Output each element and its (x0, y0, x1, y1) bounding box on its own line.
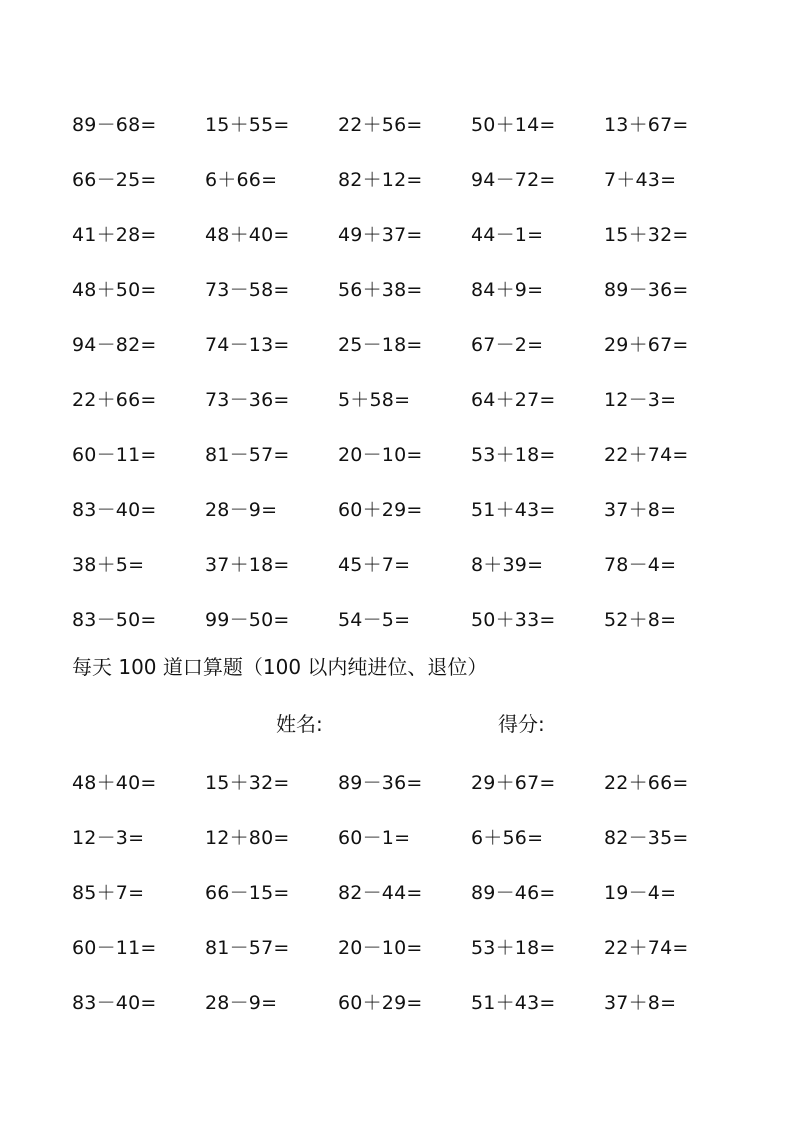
arithmetic-problem: 74－13= (205, 334, 290, 356)
arithmetic-problem: 38＋5= (72, 554, 145, 576)
problem-row (72, 371, 752, 426)
problem-row (72, 261, 752, 316)
arithmetic-problem: 7＋43= (604, 169, 677, 191)
arithmetic-problem: 50＋14= (471, 114, 556, 136)
arithmetic-problem: 66－15= (205, 882, 290, 904)
arithmetic-problem: 22＋66= (72, 389, 157, 411)
problem-row (72, 481, 752, 536)
arithmetic-problem: 12－3= (604, 389, 677, 411)
arithmetic-problem: 89－68= (72, 114, 157, 136)
arithmetic-problem: 28－9= (205, 499, 278, 521)
arithmetic-problem: 60－11= (72, 937, 157, 959)
arithmetic-problem: 89－46= (471, 882, 556, 904)
arithmetic-problem: 15＋32= (604, 224, 689, 246)
arithmetic-problem: 13＋67= (604, 114, 689, 136)
arithmetic-problem: 99－50= (205, 609, 290, 631)
problem-row (72, 426, 752, 481)
arithmetic-problem: 37＋18= (205, 554, 290, 576)
arithmetic-problem: 60－11= (72, 444, 157, 466)
arithmetic-problem: 83－50= (72, 609, 157, 631)
arithmetic-problem: 73－36= (205, 389, 290, 411)
arithmetic-problem: 66－25= (72, 169, 157, 191)
arithmetic-problem: 28－9= (205, 992, 278, 1014)
score-label: 得分: (498, 712, 545, 736)
worksheet-title: 每天 100 道口算题（100 以内纯进位、退位） (72, 655, 488, 679)
arithmetic-problem: 12＋80= (205, 827, 290, 849)
arithmetic-problem: 41＋28= (72, 224, 157, 246)
arithmetic-problem: 84＋9= (471, 279, 544, 301)
arithmetic-problem: 53＋18= (471, 444, 556, 466)
problem-row (72, 96, 752, 151)
arithmetic-problem: 29＋67= (471, 772, 556, 794)
arithmetic-problem: 37＋8= (604, 499, 677, 521)
problem-row (72, 151, 752, 206)
arithmetic-problem: 82－35= (604, 827, 689, 849)
arithmetic-problem: 45＋7= (338, 554, 411, 576)
arithmetic-problem: 37＋8= (604, 992, 677, 1014)
problem-row (72, 316, 752, 371)
problem-row (72, 974, 752, 1029)
problem-row (72, 206, 752, 261)
problem-row (72, 591, 752, 646)
name-label: 姓名: (276, 712, 323, 736)
arithmetic-problem: 48＋40= (72, 772, 157, 794)
arithmetic-problem: 83－40= (72, 992, 157, 1014)
arithmetic-problem: 20－10= (338, 937, 423, 959)
problem-row (72, 536, 752, 591)
arithmetic-problem: 94－72= (471, 169, 556, 191)
arithmetic-problem: 15＋32= (205, 772, 290, 794)
arithmetic-problem: 6＋56= (471, 827, 544, 849)
arithmetic-problem: 67－2= (471, 334, 544, 356)
arithmetic-problem: 82＋12= (338, 169, 423, 191)
arithmetic-problem: 12－3= (72, 827, 145, 849)
problem-row (72, 864, 752, 919)
problem-row (72, 919, 752, 974)
arithmetic-problem: 22＋56= (338, 114, 423, 136)
arithmetic-problem: 64＋27= (471, 389, 556, 411)
problem-grid-top (72, 96, 752, 646)
arithmetic-problem: 85＋7= (72, 882, 145, 904)
arithmetic-problem: 60＋29= (338, 499, 423, 521)
arithmetic-problem: 49＋37= (338, 224, 423, 246)
arithmetic-problem: 78－4= (604, 554, 677, 576)
arithmetic-problem: 54－5= (338, 609, 411, 631)
arithmetic-problem: 5＋58= (338, 389, 411, 411)
arithmetic-problem: 81－57= (205, 937, 290, 959)
arithmetic-problem: 73－58= (205, 279, 290, 301)
arithmetic-problem: 44－1= (471, 224, 544, 246)
arithmetic-problem: 94－82= (72, 334, 157, 356)
arithmetic-problem: 29＋67= (604, 334, 689, 356)
arithmetic-problem: 48＋40= (205, 224, 290, 246)
arithmetic-problem: 25－18= (338, 334, 423, 356)
arithmetic-problem: 22＋74= (604, 937, 689, 959)
arithmetic-problem: 8＋39= (471, 554, 544, 576)
arithmetic-problem: 52＋8= (604, 609, 677, 631)
arithmetic-problem: 51＋43= (471, 992, 556, 1014)
arithmetic-problem: 53＋18= (471, 937, 556, 959)
arithmetic-problem: 82－44= (338, 882, 423, 904)
arithmetic-problem: 50＋33= (471, 609, 556, 631)
arithmetic-problem: 60－1= (338, 827, 411, 849)
arithmetic-problem: 15＋55= (205, 114, 290, 136)
problem-grid-bottom (72, 754, 752, 1029)
arithmetic-problem: 89－36= (604, 279, 689, 301)
arithmetic-problem: 83－40= (72, 499, 157, 521)
arithmetic-problem: 89－36= (338, 772, 423, 794)
arithmetic-problem: 48＋50= (72, 279, 157, 301)
problem-row (72, 754, 752, 809)
arithmetic-problem: 19－4= (604, 882, 677, 904)
arithmetic-problem: 81－57= (205, 444, 290, 466)
arithmetic-problem: 20－10= (338, 444, 423, 466)
arithmetic-problem: 56＋38= (338, 279, 423, 301)
arithmetic-problem: 22＋74= (604, 444, 689, 466)
arithmetic-problem: 60＋29= (338, 992, 423, 1014)
arithmetic-problem: 6＋66= (205, 169, 278, 191)
problem-row (72, 809, 752, 864)
arithmetic-problem: 51＋43= (471, 499, 556, 521)
arithmetic-problem: 22＋66= (604, 772, 689, 794)
